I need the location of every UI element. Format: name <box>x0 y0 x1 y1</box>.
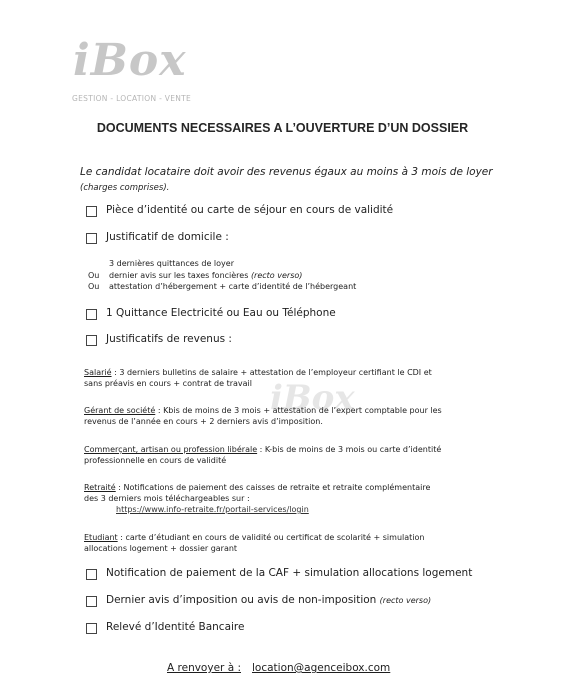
income-retraite-label: Retraité <box>84 483 116 492</box>
item-tax-notice <box>106 594 431 606</box>
ibox-logo: iBox <box>73 35 187 86</box>
income-commercant <box>84 444 441 455</box>
income-etudiant <box>84 532 424 543</box>
footer-email-link[interactable]: location@agenceibox.com <box>252 662 391 674</box>
income-gerant-text-1: : Kbis de moins de 3 mois + attestation de l’expert comptable pour les <box>155 406 442 415</box>
domicile-line-1: 3 dernières quittances de loyer <box>109 259 234 268</box>
logo-tagline: GESTION - LOCATION - VENTE <box>72 94 192 103</box>
checkbox-identity[interactable] <box>86 206 97 217</box>
domicile-line-3: attestation d’hébergement + carte d’identité de l’hébergeant <box>109 282 357 291</box>
income-etudiant-text-2: allocations logement + dossier garant <box>84 544 238 553</box>
domicile-line-2 <box>109 270 302 281</box>
income-gerant <box>84 405 442 416</box>
checkbox-caf[interactable] <box>86 569 97 580</box>
income-commercant-text-1: : K-bis de moins de 3 mois ou carte d’identité <box>257 445 442 454</box>
income-commercant-text-2: professionnelle en cours de validité <box>84 456 227 465</box>
income-salarie-text-2: sans préavis en cours + contrat de travail <box>84 379 253 388</box>
item-tax-notice-note: (recto verso) <box>379 596 432 605</box>
income-gerant-label: Gérant de société <box>84 406 156 415</box>
item-utility-bill: 1 Quittance Electricité ou Eau ou Téléphone <box>106 307 336 319</box>
domicile-line-2-text: dernier avis sur les taxes foncières <box>109 271 249 280</box>
domicile-line-2-note: (recto verso) <box>250 271 303 280</box>
footer-label: A renvoyer à : <box>167 662 241 674</box>
ibox-watermark: iBox <box>270 378 355 418</box>
income-salarie-label: Salarié <box>84 368 112 377</box>
item-identity: Pièce d’identité ou carte de séjour en cours de validité <box>106 204 394 216</box>
item-domicile: Justificatif de domicile : <box>106 231 229 243</box>
income-retraite-text-1: : Notifications de paiement des caisses de retraite et retraite complémentaire <box>115 483 431 492</box>
income-salarie-text-1: : 3 derniers bulletins de salaire + attestation de l’employeur certifiant le CDI et <box>111 368 432 377</box>
checkbox-utility-bill[interactable] <box>86 309 97 320</box>
domicile-or-1: Ou <box>88 271 100 280</box>
page-title: DOCUMENTS NECESSAIRES A L’OUVERTURE D’UN DOSSIER <box>96 121 469 135</box>
checkbox-tax-notice[interactable] <box>86 596 97 607</box>
income-retraite <box>84 482 430 493</box>
income-salarie <box>84 367 432 378</box>
income-etudiant-text-1: : carte d’étudiant en cours de validité ou certificat de scolarité + simulation <box>117 533 425 542</box>
income-commercant-label: Commerçant, artisan ou profession libérale <box>84 445 258 454</box>
info-retraite-link[interactable]: https://www.info-retraite.fr/portail-services/login <box>116 505 309 514</box>
item-caf: Notification de paiement de la CAF + simulation allocations logement <box>106 567 473 579</box>
item-tax-notice-text: Dernier avis d’imposition ou avis de non-imposition <box>106 594 377 606</box>
checkbox-income[interactable] <box>86 335 97 346</box>
item-income: Justificatifs de revenus : <box>106 333 232 345</box>
income-gerant-text-2: revenus de l’année en cours + 2 derniers avis d’imposition. <box>84 417 323 426</box>
domicile-or-2: Ou <box>88 282 100 291</box>
item-rib: Relevé d’Identité Bancaire <box>106 621 245 633</box>
intro-main: Le candidat locataire doit avoir des revenus égaux au moins à 3 mois de loyer <box>80 166 493 178</box>
checkbox-domicile[interactable] <box>86 233 97 244</box>
intro-text <box>80 165 500 196</box>
income-etudiant-label: Etudiant <box>84 533 118 542</box>
checkbox-rib[interactable] <box>86 623 97 634</box>
intro-note: (charges comprises). <box>80 183 170 193</box>
income-retraite-text-2: des 3 derniers mois téléchargeables sur : <box>84 494 250 503</box>
